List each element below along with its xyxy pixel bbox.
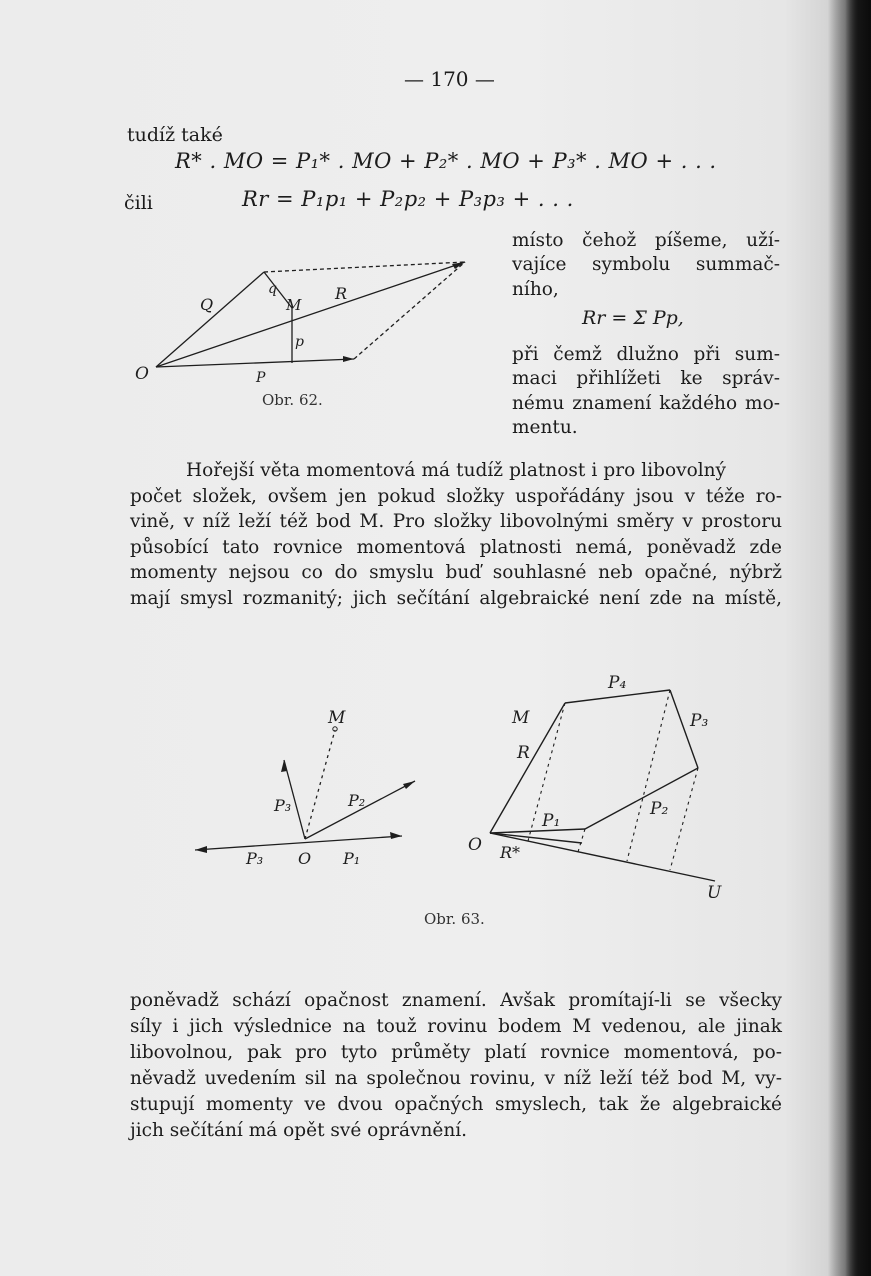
paragraph-1 [130, 458, 782, 612]
paragraph-line: libovolnou, pak pro tyto průměty platí rovnice momentová, po- [130, 1042, 782, 1063]
figure-63-caption: Obr. 63. [424, 910, 485, 928]
fig63-left-label-P3: P₃ [274, 796, 292, 815]
label-cili: čili [124, 192, 153, 214]
fig62-label-R: R [335, 284, 348, 303]
fig62-dashed-top [264, 262, 465, 272]
fig63-left-label-P1: P₁ [343, 849, 361, 868]
fig63-right-label-P1: P₁ [542, 811, 561, 831]
page-number: — 170 — [404, 67, 495, 91]
paragraph-line: něvadž uvedením sil na společnou rovinu, v níž leží též bod M, vy- [130, 1068, 782, 1089]
equation-moments: R* . MO = P₁* . MO + P₂* . MO + P₃* . MO + . . . [175, 149, 717, 173]
fig62-line-OR [156, 262, 465, 367]
fig62-line-OQ [156, 272, 264, 367]
fig62-label-P: P [256, 370, 266, 386]
side-line: místo čehož píšeme, uží- [512, 230, 780, 251]
paragraph-line: poněvadž schází opačnost znamení. Avšak promítají-li se všecky [130, 990, 782, 1011]
fig63-right-label-M: M [512, 708, 530, 728]
figure-63-diagram [180, 668, 760, 898]
side-line: vajíce symbolu summač- [512, 254, 780, 276]
fig63-right-P2 [585, 768, 698, 829]
paragraph-line: vině, v níž leží též bod M. Pro složky libovolnými směry v prostoru [130, 511, 782, 533]
fig62-label-q: q [268, 281, 277, 297]
side-line: maci přihlížeti ke správ- [512, 368, 780, 390]
fig63-right-dashed-4 [670, 768, 698, 870]
side-line: ního, [512, 278, 559, 300]
side-line: při čemž dlužno při sum- [512, 344, 780, 365]
paragraph-line: Hořejší věta momentová má tudíž platnost i pro libovolný [186, 460, 726, 481]
fig63-right-P1 [490, 829, 585, 833]
fig63-right-dashed-2 [578, 829, 585, 852]
fig62-label-M: M [286, 296, 302, 314]
paragraph-line: mají smysl rozmanitý; jich sečítání algebraické není zde na místě, [130, 587, 782, 609]
paragraph-line: síly i jich výslednice na touž rovinu bodem M vedenou, ale jinak [130, 1016, 782, 1037]
fig63-right-label-U: U [707, 883, 722, 898]
paragraph-line: jich sečítání má opět své oprávnění. [130, 1120, 468, 1141]
fig63-left-dashed-M [305, 730, 335, 839]
fig63-right-label-Rstar: R* [500, 843, 521, 862]
paragraph-line: stupují momenty ve dvou opačných smyslech, tak že algebraické [130, 1094, 782, 1115]
fig63-left-label-P2: P₂ [348, 791, 366, 810]
fig63-left-P2 [305, 781, 415, 839]
fig63-left-label-M: M [328, 708, 346, 728]
side-formula: Rr = Σ Pp, [582, 307, 684, 329]
side-line: nému znamení každého mo- [512, 392, 780, 414]
paragraph-line: působící tato rovnice momentová platnosti nemá, poněvadž zde [130, 536, 782, 558]
figure-62-caption: Obr. 62. [262, 391, 323, 409]
fig63-left-arrowhead-P1 [390, 832, 402, 839]
side-line: mentu. [512, 416, 578, 438]
fig63-left-axis [195, 836, 402, 850]
side-paragraph-2 [512, 343, 780, 440]
fig63-right-Rstar [490, 833, 582, 843]
intro-text: tudíž také [127, 124, 223, 146]
fig62-dashed-right [354, 262, 465, 359]
fig63-left-arrowhead-P2 [403, 781, 415, 789]
fig62-label-O: O [135, 364, 149, 384]
side-paragraph [512, 229, 780, 302]
fig62-label-Q: Q [200, 295, 214, 314]
fig63-right-label-O: O [468, 835, 482, 855]
fig63-right-axis-U [490, 833, 715, 881]
fig62-arrowhead-P [343, 356, 354, 362]
fig63-left-label-O: O [298, 849, 312, 868]
fig63-right-label-P3: P₃ [690, 711, 709, 731]
fig63-right-label-P4: P₄ [608, 673, 627, 693]
book-spine-shadow [828, 0, 871, 1276]
fig63-right-label-P2: P₂ [650, 799, 669, 819]
paragraph-2 [130, 988, 782, 1144]
equation-products: Rr = P₁p₁ + P₂p₂ + P₃p₃ + . . . [242, 187, 574, 211]
fig63-right-dashed-3 [627, 690, 670, 861]
figure-62-diagram [130, 255, 480, 390]
fig63-right-label-R: R [517, 743, 530, 763]
fig62-label-p: p [295, 334, 304, 350]
fig63-left-label-P3-axis: P₃ [246, 849, 264, 868]
fig63-left-arrowhead-left [195, 846, 207, 853]
fig62-line-OP [156, 359, 354, 367]
paragraph-line: momenty nejsou co do smyslu buď souhlasné neb opačné, nýbrž [130, 562, 782, 584]
paragraph-line: počet složek, ovšem jen pokud složky uspořádány jsou v téže ro- [130, 485, 782, 507]
